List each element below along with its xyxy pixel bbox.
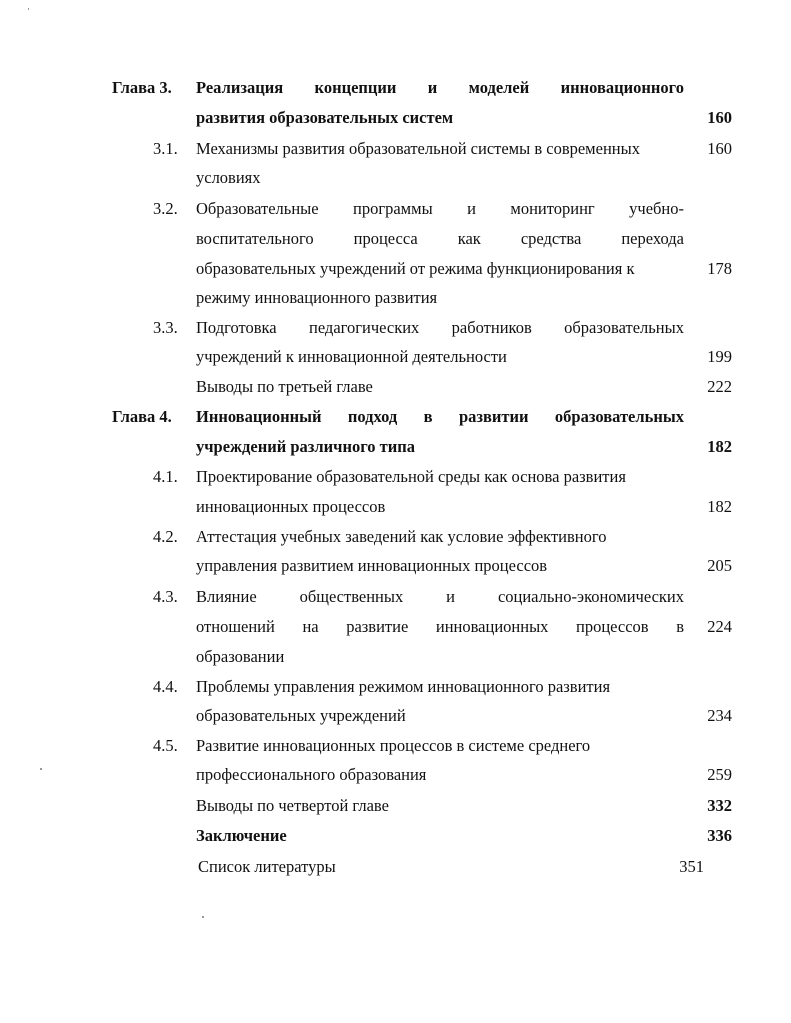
section-4-4-line-2: образовательных учреждений xyxy=(196,706,406,725)
section-3-1-number: 3.1. xyxy=(153,139,178,158)
section-4-2-number: 4.2. xyxy=(153,527,178,546)
chapter-4-label: Глава 4. xyxy=(112,407,172,426)
section-4-3-page: 224 xyxy=(707,617,732,636)
section-4-4-line-1: Проблемы управления режимом инновационного развития xyxy=(196,677,611,696)
chapter-3-title-line-2: развития образовательных систем xyxy=(196,108,454,127)
section-3-3-line-1: Подготовка педагогических работников образовательных xyxy=(196,318,684,337)
chapter-3-page: 160 xyxy=(707,108,732,127)
section-4-2-line-1: Аттестация учебных заведений как условие эффективного xyxy=(196,527,607,546)
section-3-2-line-1: Образовательные программы и мониторинг учебно- xyxy=(196,199,684,218)
section-4-3-line-1: Влияние общественных и социально-экономических xyxy=(196,587,684,606)
references-page: 351 xyxy=(679,857,704,876)
section-4-1-line-1: Проектирование образовательной среды как основа развития xyxy=(196,467,626,486)
references-heading: Список литературы xyxy=(198,857,336,876)
section-4-4-number: 4.4. xyxy=(153,677,178,696)
section-4-3-line-3: образовании xyxy=(196,647,285,666)
section-3-3-line-2: учреждений к инновационной деятельности xyxy=(196,347,507,366)
section-3-1-page: 160 xyxy=(707,139,732,158)
conclusion-heading: Заключение xyxy=(196,826,287,845)
section-4-5-line-1: Развитие инновационных процессов в системе среднего xyxy=(196,736,591,755)
section-4-3-line-2: отношений на развитие инновационных процессов в xyxy=(196,617,684,636)
conclusion-page: 336 xyxy=(707,826,732,845)
section-4-1-page: 182 xyxy=(707,497,732,516)
scan-speck xyxy=(28,8,29,10)
scan-speck xyxy=(202,916,204,918)
section-3-3-number: 3.3. xyxy=(153,318,178,337)
section-3-2-line-4: режиму инновационного развития xyxy=(196,288,438,307)
section-3-2-page: 178 xyxy=(707,259,732,278)
chapter-4-title-line-1: Инновационный подход в развитии образовательных xyxy=(196,407,684,426)
section-4-3-number: 4.3. xyxy=(153,587,178,606)
section-3-1-line-1: Механизмы развития образовательной системы в современных xyxy=(196,139,640,158)
section-3-2-number: 3.2. xyxy=(153,199,178,218)
chapter-3-label: Глава 3. xyxy=(112,78,172,97)
scan-speck xyxy=(40,768,42,770)
chapter-4-conclusions-page: 332 xyxy=(707,796,732,815)
chapter-3-conclusions-page: 222 xyxy=(707,377,732,396)
section-4-2-line-2: управления развитием инновационных процессов xyxy=(196,556,548,575)
section-3-2-line-2: воспитательного процесса как средства перехода xyxy=(196,229,684,248)
section-3-3-page: 199 xyxy=(707,347,732,366)
chapter-4-title-line-2: учреждений различного типа xyxy=(196,437,416,456)
chapter-4-page: 182 xyxy=(707,437,732,456)
section-4-5-number: 4.5. xyxy=(153,736,178,755)
section-4-2-page: 205 xyxy=(707,556,732,575)
section-3-2-line-3: образовательных учреждений от режима функционирования к xyxy=(196,259,635,278)
section-3-1-line-2: условиях xyxy=(196,168,261,187)
chapter-3-title-line-1: Реализация концепции и моделей инновационного xyxy=(196,78,684,97)
section-4-5-page: 259 xyxy=(707,765,732,784)
section-4-4-page: 234 xyxy=(707,706,732,725)
section-4-1-number: 4.1. xyxy=(153,467,178,486)
section-4-5-line-2: профессионального образования xyxy=(196,765,427,784)
section-4-1-line-2: инновационных процессов xyxy=(196,497,386,516)
chapter-4-conclusions: Выводы по четвертой главе xyxy=(196,796,389,815)
chapter-3-conclusions: Выводы по третьей главе xyxy=(196,377,373,396)
